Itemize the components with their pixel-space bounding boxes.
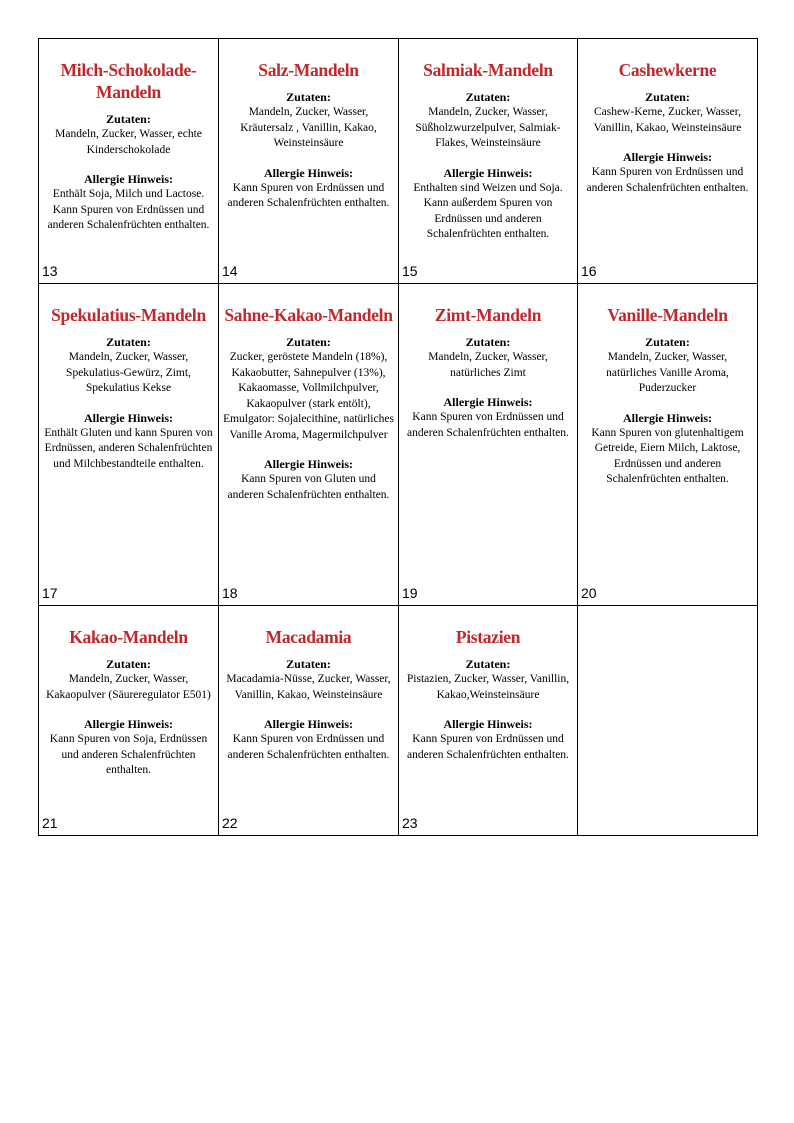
card-number: 21 bbox=[42, 815, 58, 831]
allergy-text: Kann Spuren von Soja, Erdnüssen und anderen Schalenfrüchten enthalten. bbox=[49, 733, 208, 776]
allergy-text: Kann Spuren von Erdnüssen und anderen Schalenfrüchten enthalten. bbox=[227, 733, 390, 761]
card-number: 20 bbox=[581, 585, 597, 601]
ingredients-text: Pistazien, Zucker, Wasser, Vanillin, Kakao,Weinsteinsäure bbox=[406, 673, 570, 701]
allergy-text: Kann Spuren von glutenhaltigem Getreide, Eiern Milch, Laktose, Erdnüssen und anderen Schalenfrüchten enthalten. bbox=[591, 426, 744, 485]
allergy-label: Allergie Hinweis: bbox=[264, 717, 353, 731]
product-card bbox=[219, 39, 399, 284]
allergy-label: Allergie Hinweis: bbox=[84, 717, 173, 731]
product-card bbox=[39, 284, 219, 606]
product-title: Salmiak-Mandeln bbox=[423, 60, 553, 80]
allergy-text: Kann Spuren von Gluten und anderen Schalenfrüchten enthalten. bbox=[227, 473, 390, 501]
allergy-text: Enthalten sind Weizen und Soja. Kann außerdem Spuren von Erdnüssen und anderen Schalenfrüchten enthalten. bbox=[413, 181, 563, 240]
product-title: Cashewkerne bbox=[618, 60, 717, 80]
card-number: 13 bbox=[42, 263, 58, 279]
ingredients-label: Zutaten: bbox=[645, 335, 690, 349]
ingredients-text: Mandeln, Zucker, Wasser, natürliches Vanille Aroma, Puderzucker bbox=[606, 351, 729, 394]
ingredients-label: Zutaten: bbox=[106, 335, 151, 349]
ingredients-text: Mandeln, Zucker, Wasser, natürliches Zimt bbox=[428, 351, 548, 379]
ingredients-label: Zutaten: bbox=[106, 112, 151, 126]
ingredients-label: Zutaten: bbox=[465, 90, 511, 104]
product-card bbox=[399, 284, 578, 606]
product-title: Milch-Schokolade-Mandeln bbox=[60, 60, 197, 102]
ingredients-label: Zutaten: bbox=[286, 657, 331, 671]
allergy-label: Allergie Hinweis: bbox=[443, 165, 533, 180]
ingredients-label: Zutaten: bbox=[465, 335, 511, 349]
card-number: 18 bbox=[222, 585, 238, 601]
allergy-text: Kann Spuren von Erdnüssen und anderen Schalenfrüchten enthalten. bbox=[586, 166, 749, 194]
card-number: 16 bbox=[581, 263, 597, 279]
ingredients-label: Zutaten: bbox=[286, 335, 331, 349]
label-grid bbox=[38, 38, 758, 836]
allergy-text: Enthält Soja, Milch und Lactose. Kann Spuren von Erdnüssen und anderen Schalenfrüchten enthalten. bbox=[47, 188, 210, 231]
allergy-label: Allergie Hinweis: bbox=[623, 410, 712, 425]
ingredients-text: Mandeln, Zucker, Wasser, Spekulatius-Gewürz, Zimt, Spekulatius Kekse bbox=[66, 351, 191, 394]
grid-row bbox=[39, 39, 758, 284]
card-number: 15 bbox=[402, 263, 418, 279]
allergy-label: Allergie Hinweis: bbox=[443, 717, 533, 731]
product-card bbox=[578, 39, 758, 284]
allergy-label: Allergie Hinweis: bbox=[84, 172, 173, 186]
grid-row bbox=[39, 284, 758, 606]
product-card bbox=[578, 284, 758, 606]
allergy-label: Allergie Hinweis: bbox=[264, 457, 353, 471]
card-number: 19 bbox=[402, 585, 418, 601]
allergy-text: Kann Spuren von Erdnüssen und anderen Schalenfrüchten enthalten. bbox=[407, 411, 569, 439]
allergy-label: Allergie Hinweis: bbox=[264, 165, 353, 180]
product-card bbox=[399, 39, 578, 284]
product-title: Pistazien bbox=[455, 627, 521, 647]
allergy-label: Allergie Hinweis: bbox=[84, 410, 173, 425]
product-title: Kakao-Mandeln bbox=[69, 627, 188, 647]
ingredients-label: Zutaten: bbox=[645, 90, 690, 104]
product-card bbox=[39, 606, 219, 836]
ingredients-text: Mandeln, Zucker, Wasser, Kakaopulver (Säureregulator E501) bbox=[46, 673, 211, 701]
ingredients-text: Macadamia-Nüsse, Zucker, Wasser, Vanillin, Kakao, Weinsteinsäure bbox=[226, 673, 391, 701]
product-title: Sahne-Kakao-Mandeln bbox=[224, 305, 393, 325]
ingredients-text: Zucker, geröstete Mandeln (18%), Kakaobutter, Sahnepulver (13%), Kakaomasse, Vollmilchpulver, Kakaopulver (stark entölt), Emulgator: Sojalecithine, natürliches Vanille Aroma, Magermilchpulver bbox=[223, 351, 394, 441]
allergy-text: Kann Spuren von Erdnüssen und anderen Schalenfrüchten enthalten. bbox=[227, 181, 390, 209]
empty-card bbox=[578, 606, 758, 836]
product-card bbox=[219, 284, 399, 606]
card-number: 17 bbox=[42, 585, 58, 601]
ingredients-label: Zutaten: bbox=[465, 657, 511, 671]
product-title: Vanille-Mandeln bbox=[607, 305, 728, 325]
product-card bbox=[399, 606, 578, 836]
product-title: Spekulatius-Mandeln bbox=[51, 305, 206, 325]
allergy-text: Enthält Gluten und kann Spuren von Erdnüssen, anderen Schalenfrüchten und Milchbestandteile enthalten. bbox=[44, 426, 213, 470]
ingredients-label: Zutaten: bbox=[106, 657, 151, 671]
grid-row bbox=[39, 606, 758, 836]
ingredients-label: Zutaten: bbox=[286, 90, 331, 104]
ingredients-text: Mandeln, Zucker, Wasser, Süßholzwurzelpulver, Salmiak-Flakes, Weinsteinsäure bbox=[415, 106, 561, 149]
card-number: 22 bbox=[222, 815, 238, 831]
ingredients-text: Mandeln, Zucker, Wasser, Kräutersalz , Vanillin, Kakao, Weinsteinsäure bbox=[240, 106, 377, 149]
allergy-text: Kann Spuren von Erdnüssen und anderen Schalenfrüchten enthalten. bbox=[407, 733, 569, 761]
product-card bbox=[219, 606, 399, 836]
card-number: 14 bbox=[222, 263, 238, 279]
ingredients-text: Mandeln, Zucker, Wasser, echte Kinderschokolade bbox=[55, 128, 202, 156]
product-title: Macadamia bbox=[265, 627, 352, 647]
product-title: Salz-Mandeln bbox=[258, 60, 359, 80]
product-card bbox=[39, 39, 219, 284]
ingredients-text: Cashew-Kerne, Zucker, Wasser, Vanillin, Kakao, Weinsteinsäure bbox=[593, 106, 742, 134]
allergy-label: Allergie Hinweis: bbox=[623, 150, 712, 164]
product-title: Zimt-Mandeln bbox=[434, 305, 542, 325]
allergy-label: Allergie Hinweis: bbox=[443, 395, 533, 409]
card-number: 23 bbox=[402, 815, 418, 831]
